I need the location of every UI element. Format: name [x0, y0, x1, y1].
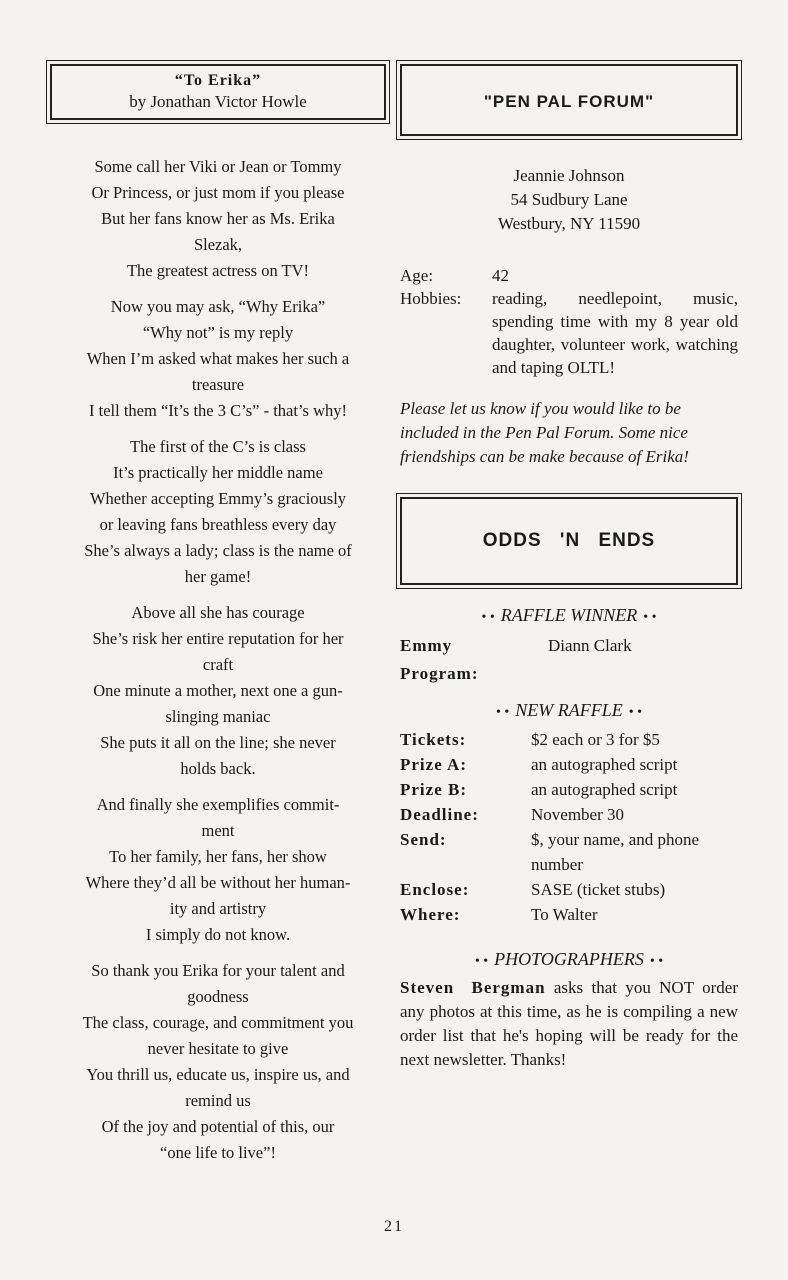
raffle-row-value: $, your name, and phone number: [531, 830, 700, 874]
raffle-row-label: Prize A:: [400, 755, 467, 774]
photographers-heading-text: PHOTOGRAPHERS: [494, 949, 644, 969]
raffle-row: [400, 827, 738, 877]
bullet-icon: • •: [481, 610, 495, 625]
new-raffle-heading-text: NEW RAFFLE: [515, 700, 623, 720]
poem-line: or leaving fans breathless every day: [99, 515, 337, 534]
poem-line: holds back.: [180, 759, 256, 778]
poem-line: craft: [202, 655, 234, 674]
bullet-icon: • •: [495, 705, 510, 720]
pen-pal-address: [400, 164, 738, 236]
poem-stanza: [50, 154, 386, 284]
poem-title-box: [50, 64, 386, 120]
poem-line: goodness: [187, 987, 249, 1006]
poem-line: “Why not” is my reply: [142, 323, 294, 342]
poem-line: never hesitate to give: [147, 1039, 289, 1058]
poem-stanza: [50, 294, 386, 424]
photographers-heading: [400, 949, 738, 970]
photographer-name: Steven Bergman: [400, 978, 546, 997]
poem-line: The first of the C’s is class: [130, 437, 306, 456]
age-label: Age:: [400, 266, 434, 285]
poem-author: by Jonathan Victor Howle: [129, 92, 307, 111]
poem-line: Of the joy and potential of this, our: [101, 1117, 335, 1136]
raffle-row-label: Tickets:: [400, 730, 467, 749]
poem-line: ment: [201, 821, 235, 840]
bullet-icon: • •: [649, 954, 664, 969]
bullet-icon: • •: [643, 610, 657, 625]
raffle-winner-heading-text: RAFFLE WINNER: [500, 605, 638, 625]
raffle-row-value: To Walter: [531, 905, 598, 924]
page-number: 21: [384, 1218, 404, 1235]
raffle-row: [400, 752, 738, 777]
raffle-winner-row: [400, 632, 738, 660]
raffle-row-label: Where:: [400, 905, 461, 924]
poem-line: Now you may ask, “Why Erika”: [110, 297, 326, 316]
raffle-row: [400, 727, 738, 752]
poem-line: She puts it all on the line; she never: [100, 733, 336, 752]
pen-pal-note: Please let us know if you would like to be included in the Pen Pal Forum. Some nice friendships can be make because of Erika!: [400, 399, 689, 466]
raffle-row-value: an autographed script: [531, 780, 678, 799]
bullet-icon: • •: [474, 954, 489, 969]
photographers-text: [400, 976, 738, 1072]
pen-pal-street: 54 Sudbury Lane: [510, 190, 628, 209]
poem-line: She’s always a lady; class is the name of: [84, 541, 352, 560]
odds-n-ends-box: [400, 497, 738, 585]
raffle-winner-label-2: Program:: [400, 664, 479, 683]
raffle-row-value: $2 each or 3 for $5: [531, 730, 660, 749]
poem-line: But her fans know her as Ms. Erika: [101, 209, 335, 228]
poem-line: When I’m asked what makes her such a: [86, 349, 350, 368]
poem-line: Slezak,: [193, 235, 243, 254]
poem-line: The greatest actress on TV!: [126, 261, 310, 280]
poem-line: remind us: [185, 1091, 251, 1110]
hobbies-row: [400, 287, 738, 379]
raffle-row-label: Enclose:: [400, 880, 470, 899]
raffle-row: [400, 902, 738, 927]
poem-line: her game!: [184, 567, 252, 586]
poem-line: She’s risk her entire reputation for her: [92, 629, 344, 648]
raffle-row-label: Deadline:: [400, 805, 479, 824]
pen-pal-title-box: [400, 64, 738, 136]
poem-line: Where they’d all be without her human-: [85, 873, 351, 892]
raffle-winner-label-1: Emmy: [400, 636, 453, 655]
raffle-winner-name: Diann Clark: [548, 636, 632, 655]
poem-line: slinging maniac: [165, 707, 271, 726]
poem-line: treasure: [191, 375, 245, 394]
age-value: 42: [492, 266, 509, 285]
new-raffle-details: [400, 727, 738, 927]
raffle-row-value: an autographed script: [531, 755, 678, 774]
poem-title: “To Erika”: [174, 72, 262, 89]
poem-line: One minute a mother, next one a gun-: [93, 681, 343, 700]
poem-stanza: [50, 600, 386, 782]
poem-line: Above all she has courage: [131, 603, 305, 622]
raffle-row: [400, 877, 738, 902]
hobbies-value: reading, needlepoint, music, spending time with my 8 year old daughter, volunteer work, watching and taping OLTL!: [492, 289, 738, 377]
poem-line: Or Princess, or just mom if you please: [91, 183, 345, 202]
hobbies-label: Hobbies:: [400, 289, 462, 308]
age-row: [400, 264, 738, 287]
raffle-winner-row-2: [400, 660, 738, 688]
photographers-message: asks that you NOT order any photos at this time, as he is compiling a new order list that he's hoping will be ready for the next newsletter. Thanks!: [400, 978, 738, 1069]
poem-stanza: [50, 434, 386, 590]
poem-line: So thank you Erika for your talent and: [91, 961, 345, 980]
pen-pal-title: "PEN PAL FORUM": [483, 92, 655, 111]
poem-line: I tell them “It’s the 3 C’s” - that’s why!: [89, 401, 347, 420]
raffle-winner-heading: [400, 605, 738, 626]
pen-pal-profile: [400, 264, 738, 379]
poem-line: To her family, her fans, her show: [109, 847, 327, 866]
pen-pal-name: Jeannie Johnson: [513, 166, 625, 185]
poem-line: I simply do not know.: [145, 925, 291, 944]
raffle-row-label: Prize B:: [400, 780, 467, 799]
poem-line: The class, courage, and commitment you: [82, 1013, 354, 1032]
poem-stanza: [50, 792, 386, 948]
raffle-row: [400, 802, 738, 827]
pen-pal-city: Westbury, NY 11590: [497, 214, 641, 233]
raffle-row: [400, 777, 738, 802]
poem-stanza: [50, 958, 386, 1166]
poem-line: Some call her Viki or Jean or Tommy: [94, 157, 342, 176]
poem-line: Whether accepting Emmy’s graciously: [89, 489, 347, 508]
raffle-winner: [400, 632, 738, 688]
odds-n-ends-title: ODDS 'N ENDS: [482, 530, 656, 551]
right-column: [400, 64, 738, 1072]
new-raffle-heading: [400, 700, 738, 721]
poem-column: [50, 64, 386, 1176]
poem-line: You thrill us, educate us, inspire us, and: [86, 1065, 350, 1084]
poem-line: ity and artistry: [169, 899, 267, 918]
poem-line: It’s practically her middle name: [113, 463, 323, 482]
poem-body: [50, 154, 386, 1166]
bullet-icon: • •: [628, 705, 643, 720]
raffle-row-label: Send:: [400, 830, 447, 849]
raffle-row-value: SASE (ticket stubs): [531, 880, 666, 899]
poem-line: “one life to live”!: [160, 1143, 276, 1162]
poem-line: And finally she exemplifies commit-: [96, 795, 340, 814]
raffle-row-value: November 30: [531, 805, 625, 824]
